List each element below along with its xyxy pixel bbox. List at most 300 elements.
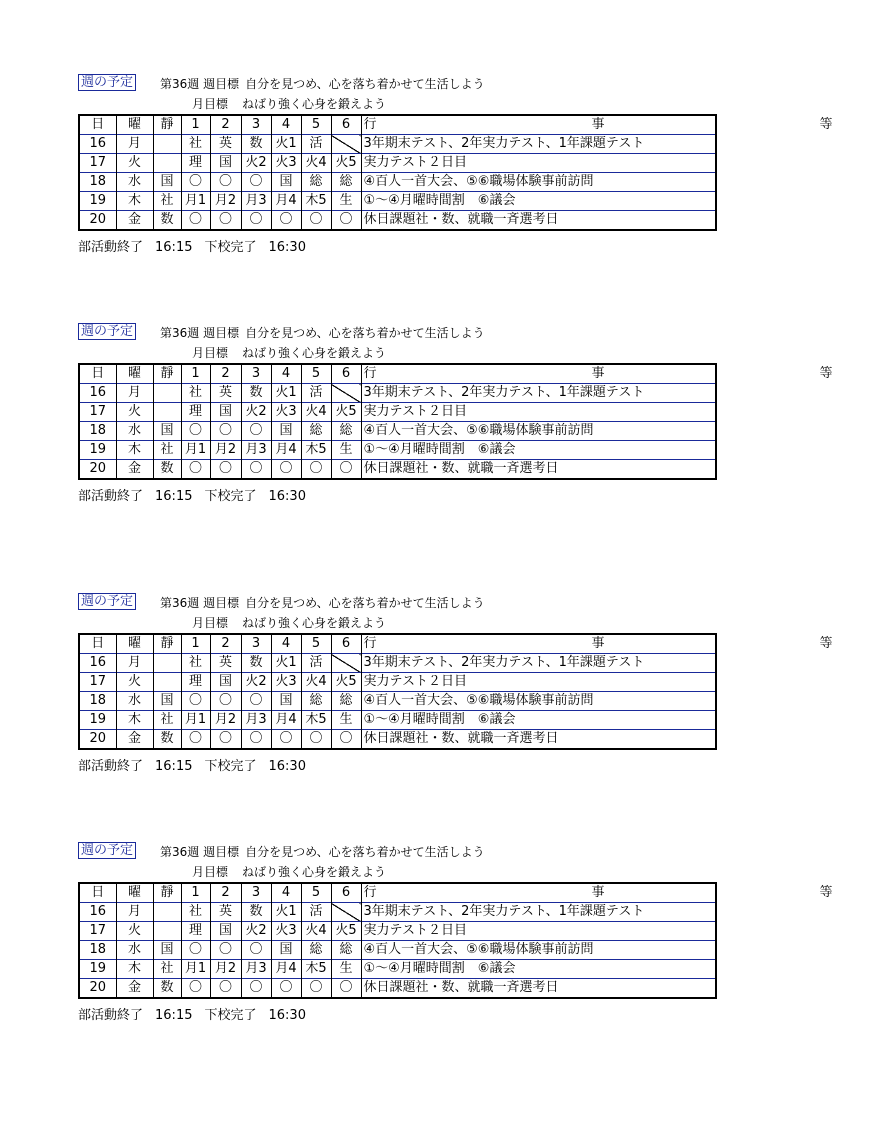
event-cell: 休日課題社・数、就職一斉選考日	[361, 730, 716, 750]
dismissal-times	[78, 755, 306, 774]
column-header: 曜	[116, 634, 153, 654]
day-cell: 16	[79, 903, 116, 922]
table-row	[79, 673, 716, 692]
dismissal-label: 下校完了	[204, 759, 257, 774]
day-cell: 18	[79, 692, 116, 711]
day-cell: 20	[79, 730, 116, 750]
month-label: 月目標	[192, 97, 229, 111]
day-cell: 20	[79, 460, 116, 480]
quiet-cell	[153, 135, 181, 154]
month-label: 月目標	[192, 346, 229, 360]
day-cell: 19	[79, 960, 116, 979]
table-header-row	[79, 634, 716, 654]
period-5-cell: 〇	[301, 730, 331, 750]
period-2-cell: 〇	[210, 941, 241, 960]
column-header: 行 事 等	[361, 364, 716, 384]
club-end-time: 16:15	[155, 240, 193, 255]
quiet-cell	[153, 403, 181, 422]
period-4-cell: 月4	[271, 711, 301, 730]
period-2-cell: 英	[210, 135, 241, 154]
period-2-cell: 〇	[210, 979, 241, 999]
weekly-schedule-badge: 週の予定	[78, 74, 136, 91]
period-6-cell: 〇	[331, 979, 361, 999]
period-2-cell: 〇	[210, 730, 241, 750]
period-1-cell: 〇	[181, 211, 210, 231]
day-cell: 17	[79, 673, 116, 692]
column-header: 靜	[153, 883, 181, 903]
period-5-cell: 活	[301, 384, 331, 403]
period-2-cell: 月2	[210, 711, 241, 730]
column-header: 日	[79, 883, 116, 903]
period-2-cell: 国	[210, 673, 241, 692]
period-4-cell: 〇	[271, 730, 301, 750]
period-4-cell: 〇	[271, 979, 301, 999]
event-cell: ①～④月曜時間割 ⑥議会	[361, 960, 716, 979]
period-5-cell: 木5	[301, 192, 331, 211]
period-3-cell: 火2	[241, 154, 271, 173]
week-goal-line	[160, 843, 485, 860]
month-goal-line	[192, 344, 386, 361]
dismissal-times	[78, 236, 306, 255]
period-4-cell: 国	[271, 692, 301, 711]
period-2-cell: 英	[210, 384, 241, 403]
dismissal-label: 下校完了	[204, 1008, 257, 1023]
weekday-cell: 水	[116, 422, 153, 441]
period-1-cell: 〇	[181, 979, 210, 999]
column-header: 靜	[153, 115, 181, 135]
week-goal-line	[160, 324, 485, 341]
club-end-label: 部活動終了	[78, 1008, 144, 1023]
event-cell: ①～④月曜時間割 ⑥議会	[361, 441, 716, 460]
period-4-cell: 火3	[271, 922, 301, 941]
column-header: 曜	[116, 115, 153, 135]
week-goal: 自分を見つめ、心を落ち着かせて生活しよう	[245, 596, 485, 610]
quiet-cell	[153, 154, 181, 173]
period-3-cell: 火2	[241, 922, 271, 941]
weekday-cell: 火	[116, 922, 153, 941]
week-goal-line	[160, 594, 485, 611]
column-header: 行 事 等	[361, 634, 716, 654]
column-header: 1	[181, 634, 210, 654]
club-end-label: 部活動終了	[78, 759, 144, 774]
period-6-cell: 〇	[331, 460, 361, 480]
club-end-label: 部活動終了	[78, 489, 144, 504]
weekly-schedule-badge: 週の予定	[78, 842, 136, 859]
table-row	[79, 903, 716, 922]
period-3-cell: 月3	[241, 441, 271, 460]
period-4-cell: 月4	[271, 960, 301, 979]
day-cell: 17	[79, 922, 116, 941]
period-1-cell: 月1	[181, 441, 210, 460]
table-row	[79, 960, 716, 979]
column-header: 日	[79, 115, 116, 135]
day-cell: 17	[79, 403, 116, 422]
period-3-cell: 火2	[241, 673, 271, 692]
column-header: 4	[271, 634, 301, 654]
period-5-cell: 〇	[301, 460, 331, 480]
club-end-time: 16:15	[155, 489, 193, 504]
schedule-table	[78, 882, 877, 999]
week-label: 第36週 週目標	[160, 77, 240, 91]
event-cell: ①～④月曜時間割 ⑥議会	[361, 711, 716, 730]
event-cell: 休日課題社・数、就職一斉選考日	[361, 979, 716, 999]
column-header: 日	[79, 364, 116, 384]
period-4-cell: 国	[271, 173, 301, 192]
event-cell: 実力テスト２日目	[361, 922, 716, 941]
club-end-time: 16:15	[155, 1008, 193, 1023]
column-header: 曜	[116, 364, 153, 384]
period-4-cell: 月4	[271, 441, 301, 460]
day-cell: 16	[79, 384, 116, 403]
period-2-cell: 国	[210, 922, 241, 941]
weekday-cell: 金	[116, 979, 153, 999]
table-row	[79, 441, 716, 460]
period-2-cell: 月2	[210, 960, 241, 979]
period-4-cell: 〇	[271, 211, 301, 231]
weekday-cell: 木	[116, 441, 153, 460]
period-1-cell: 理	[181, 403, 210, 422]
column-header: 1	[181, 883, 210, 903]
period-6-slash-cell	[331, 384, 361, 403]
week-goal-line	[160, 75, 485, 92]
day-cell: 20	[79, 979, 116, 999]
table-row	[79, 654, 716, 673]
quiet-cell: 社	[153, 192, 181, 211]
weekday-cell: 月	[116, 654, 153, 673]
period-5-cell: 活	[301, 135, 331, 154]
quiet-cell: 数	[153, 979, 181, 999]
column-header: 6	[331, 364, 361, 384]
event-cell: 3年期末テスト、2年実力テスト、1年課題テスト	[361, 384, 716, 403]
period-1-cell: 社	[181, 384, 210, 403]
column-header: 行 事 等	[361, 115, 716, 135]
weekly-schedule-badge: 週の予定	[78, 593, 136, 610]
period-6-cell: 〇	[331, 730, 361, 750]
period-4-cell: 火1	[271, 654, 301, 673]
period-3-cell: 〇	[241, 979, 271, 999]
table-row	[79, 211, 716, 231]
column-header: 行 事 等	[361, 883, 716, 903]
column-header: 4	[271, 115, 301, 135]
column-header: 3	[241, 634, 271, 654]
column-header: 4	[271, 364, 301, 384]
event-cell: 実力テスト２日目	[361, 154, 716, 173]
weekday-cell: 月	[116, 384, 153, 403]
weekday-cell: 金	[116, 730, 153, 750]
month-label: 月目標	[192, 865, 229, 879]
period-5-cell: 〇	[301, 979, 331, 999]
period-2-cell: 英	[210, 654, 241, 673]
column-header: 6	[331, 883, 361, 903]
period-1-cell: 月1	[181, 960, 210, 979]
dismissal-times	[78, 485, 306, 504]
week-label: 第36週 週目標	[160, 326, 240, 340]
table-header-row	[79, 883, 716, 903]
period-5-cell: 火4	[301, 403, 331, 422]
period-5-cell: 火4	[301, 154, 331, 173]
quiet-cell	[153, 384, 181, 403]
quiet-cell	[153, 922, 181, 941]
schedule-table	[78, 114, 877, 231]
week-label: 第36週 週目標	[160, 845, 240, 859]
quiet-cell: 数	[153, 730, 181, 750]
quiet-cell: 国	[153, 422, 181, 441]
event-cell: ①～④月曜時間割 ⑥議会	[361, 192, 716, 211]
period-6-cell: 総	[331, 941, 361, 960]
period-2-cell: 〇	[210, 173, 241, 192]
period-4-cell: 火1	[271, 384, 301, 403]
period-5-cell: 総	[301, 173, 331, 192]
table-row	[79, 173, 716, 192]
weekly-schedule-block	[78, 323, 877, 508]
weekday-cell: 水	[116, 941, 153, 960]
month-label: 月目標	[192, 616, 229, 630]
period-3-cell: 数	[241, 654, 271, 673]
quiet-cell	[153, 673, 181, 692]
dismissal-label: 下校完了	[204, 489, 257, 504]
period-3-cell: 数	[241, 135, 271, 154]
period-1-cell: 社	[181, 654, 210, 673]
period-5-cell: 活	[301, 654, 331, 673]
period-5-cell: 総	[301, 692, 331, 711]
period-3-cell: 月3	[241, 192, 271, 211]
club-end-time: 16:15	[155, 759, 193, 774]
period-3-cell: 数	[241, 903, 271, 922]
quiet-cell	[153, 654, 181, 673]
column-header: 靜	[153, 364, 181, 384]
quiet-cell: 国	[153, 941, 181, 960]
period-1-cell: 理	[181, 673, 210, 692]
column-header: 3	[241, 364, 271, 384]
period-1-cell: 社	[181, 903, 210, 922]
period-5-cell: 総	[301, 941, 331, 960]
period-4-cell: 月4	[271, 192, 301, 211]
weekly-schedule-block	[78, 74, 877, 259]
period-4-cell: 火3	[271, 403, 301, 422]
day-cell: 19	[79, 711, 116, 730]
period-5-cell: 木5	[301, 711, 331, 730]
period-3-cell: 〇	[241, 173, 271, 192]
schedule-table	[78, 363, 877, 480]
weekday-cell: 木	[116, 192, 153, 211]
period-3-cell: 月3	[241, 960, 271, 979]
quiet-cell: 国	[153, 692, 181, 711]
period-1-cell: 社	[181, 135, 210, 154]
period-1-cell: 〇	[181, 460, 210, 480]
event-cell: ④百人一首大会、⑤⑥職場体験事前訪問	[361, 422, 716, 441]
weekly-schedule-block	[78, 842, 877, 1027]
schedule-table	[78, 633, 877, 750]
event-cell: 3年期末テスト、2年実力テスト、1年課題テスト	[361, 654, 716, 673]
period-6-cell: 火5	[331, 154, 361, 173]
column-header: 6	[331, 115, 361, 135]
period-3-cell: 数	[241, 384, 271, 403]
week-goal: 自分を見つめ、心を落ち着かせて生活しよう	[245, 326, 485, 340]
table-row	[79, 192, 716, 211]
table-row	[79, 460, 716, 480]
table-row	[79, 403, 716, 422]
column-header: 靜	[153, 634, 181, 654]
column-header: 6	[331, 634, 361, 654]
month-goal: ねばり強く心身を鍛えよう	[242, 346, 387, 360]
day-cell: 16	[79, 135, 116, 154]
period-5-cell: 木5	[301, 960, 331, 979]
period-4-cell: 国	[271, 941, 301, 960]
column-header: 3	[241, 115, 271, 135]
period-6-slash-cell	[331, 135, 361, 154]
weekday-cell: 水	[116, 692, 153, 711]
period-4-cell: 火3	[271, 673, 301, 692]
column-header: 2	[210, 115, 241, 135]
column-header: 5	[301, 115, 331, 135]
period-2-cell: 月2	[210, 441, 241, 460]
table-header-row	[79, 115, 716, 135]
period-1-cell: 〇	[181, 941, 210, 960]
period-3-cell: 〇	[241, 422, 271, 441]
period-1-cell: 〇	[181, 730, 210, 750]
event-cell: 実力テスト２日目	[361, 403, 716, 422]
column-header: 5	[301, 364, 331, 384]
period-6-cell: 生	[331, 192, 361, 211]
table-row	[79, 384, 716, 403]
period-3-cell: 火2	[241, 403, 271, 422]
period-2-cell: 〇	[210, 460, 241, 480]
weekday-cell: 月	[116, 135, 153, 154]
period-3-cell: 〇	[241, 211, 271, 231]
day-cell: 16	[79, 654, 116, 673]
weekday-cell: 火	[116, 673, 153, 692]
dismissal-times	[78, 1004, 306, 1023]
club-end-label: 部活動終了	[78, 240, 144, 255]
dismissal-label: 下校完了	[204, 240, 257, 255]
column-header: 曜	[116, 883, 153, 903]
quiet-cell: 数	[153, 460, 181, 480]
week-goal: 自分を見つめ、心を落ち着かせて生活しよう	[245, 845, 485, 859]
period-3-cell: 〇	[241, 730, 271, 750]
weekday-cell: 木	[116, 711, 153, 730]
quiet-cell: 社	[153, 711, 181, 730]
event-cell: 実力テスト２日目	[361, 673, 716, 692]
column-header: 3	[241, 883, 271, 903]
table-row	[79, 730, 716, 750]
period-4-cell: 火1	[271, 135, 301, 154]
weekday-cell: 火	[116, 154, 153, 173]
period-6-cell: 総	[331, 692, 361, 711]
period-2-cell: 〇	[210, 422, 241, 441]
weekday-cell: 火	[116, 403, 153, 422]
period-3-cell: 〇	[241, 692, 271, 711]
weekday-cell: 金	[116, 460, 153, 480]
event-cell: ④百人一首大会、⑤⑥職場体験事前訪問	[361, 941, 716, 960]
day-cell: 19	[79, 192, 116, 211]
period-1-cell: 理	[181, 922, 210, 941]
period-5-cell: 火4	[301, 922, 331, 941]
weekly-schedule-block	[78, 593, 877, 778]
period-3-cell: 〇	[241, 941, 271, 960]
period-4-cell: 国	[271, 422, 301, 441]
day-cell: 19	[79, 441, 116, 460]
period-2-cell: 月2	[210, 192, 241, 211]
column-header: 1	[181, 115, 210, 135]
column-header: 日	[79, 634, 116, 654]
event-cell: ④百人一首大会、⑤⑥職場体験事前訪問	[361, 173, 716, 192]
quiet-cell: 社	[153, 960, 181, 979]
period-6-cell: 総	[331, 422, 361, 441]
period-2-cell: 〇	[210, 692, 241, 711]
period-4-cell: 火1	[271, 903, 301, 922]
event-cell: ④百人一首大会、⑤⑥職場体験事前訪問	[361, 692, 716, 711]
column-header: 5	[301, 883, 331, 903]
period-1-cell: 〇	[181, 422, 210, 441]
period-5-cell: 木5	[301, 441, 331, 460]
week-label: 第36週 週目標	[160, 596, 240, 610]
quiet-cell	[153, 903, 181, 922]
column-header: 2	[210, 634, 241, 654]
dismissal-time: 16:30	[268, 489, 306, 504]
dismissal-time: 16:30	[268, 1008, 306, 1023]
day-cell: 20	[79, 211, 116, 231]
period-6-slash-cell	[331, 903, 361, 922]
period-6-cell: 火5	[331, 403, 361, 422]
period-2-cell: 〇	[210, 211, 241, 231]
period-4-cell: 火3	[271, 154, 301, 173]
table-row	[79, 941, 716, 960]
period-2-cell: 国	[210, 154, 241, 173]
table-header-row	[79, 364, 716, 384]
column-header: 4	[271, 883, 301, 903]
period-6-cell: 生	[331, 960, 361, 979]
period-1-cell: 〇	[181, 692, 210, 711]
table-row	[79, 692, 716, 711]
period-3-cell: 月3	[241, 711, 271, 730]
weekday-cell: 水	[116, 173, 153, 192]
column-header: 1	[181, 364, 210, 384]
day-cell: 18	[79, 941, 116, 960]
table-row	[79, 135, 716, 154]
column-header: 2	[210, 883, 241, 903]
dismissal-time: 16:30	[268, 240, 306, 255]
quiet-cell: 国	[153, 173, 181, 192]
table-row	[79, 922, 716, 941]
period-5-cell: 活	[301, 903, 331, 922]
table-row	[79, 979, 716, 999]
week-goal: 自分を見つめ、心を落ち着かせて生活しよう	[245, 77, 485, 91]
period-6-cell: 総	[331, 173, 361, 192]
event-cell: 3年期末テスト、2年実力テスト、1年課題テスト	[361, 135, 716, 154]
event-cell: 休日課題社・数、就職一斉選考日	[361, 211, 716, 231]
month-goal-line	[192, 614, 386, 631]
day-cell: 17	[79, 154, 116, 173]
period-6-slash-cell	[331, 654, 361, 673]
weekday-cell: 金	[116, 211, 153, 231]
period-2-cell: 英	[210, 903, 241, 922]
period-3-cell: 〇	[241, 460, 271, 480]
period-6-cell: 火5	[331, 922, 361, 941]
period-6-cell: 生	[331, 441, 361, 460]
table-row	[79, 711, 716, 730]
day-cell: 18	[79, 173, 116, 192]
period-1-cell: 月1	[181, 711, 210, 730]
table-row	[79, 422, 716, 441]
quiet-cell: 数	[153, 211, 181, 231]
event-cell: 休日課題社・数、就職一斉選考日	[361, 460, 716, 480]
period-1-cell: 月1	[181, 192, 210, 211]
period-4-cell: 〇	[271, 460, 301, 480]
dismissal-time: 16:30	[268, 759, 306, 774]
month-goal-line	[192, 95, 386, 112]
period-5-cell: 火4	[301, 673, 331, 692]
period-1-cell: 理	[181, 154, 210, 173]
